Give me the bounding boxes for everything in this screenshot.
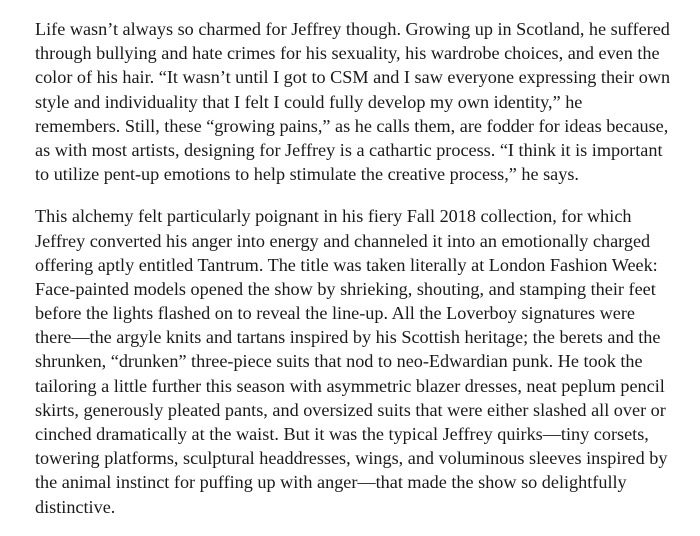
text-line: distinctive. <box>35 496 116 517</box>
text-line: cinched dramatically at the waist. But it was the typical Jeffrey quirks—tiny corsets, <box>35 424 649 444</box>
text-line: Jeffrey converted his anger into energy and channeled it into an emotionally charged <box>35 230 651 251</box>
text-line: tailoring a little further this season with asymmetric blazer dresses, neat peplum pencil <box>35 375 665 396</box>
text-line: This alchemy felt particularly poignant in his fiery Fall 2018 collection, for which <box>35 206 632 227</box>
text-line: towering platforms, sculptural headdresses, wings, and voluminous sleeves inspired by <box>35 448 668 469</box>
text-line: shrunken, “drunken” three-piece suits that nod to neo-Edwardian punk. He took the <box>35 351 643 372</box>
text-line: color of his hair. “It wasn’t until I got to CSM and I saw everyone expressing their own <box>35 67 671 88</box>
text-line: Face-painted models opened the show by shrieking, shouting, and stamping their feet <box>35 278 656 299</box>
text-line: to utilize pent-up emotions to help stimulate the creative process,” he says. <box>35 164 579 185</box>
text-line: Life wasn’t always so charmed for Jeffrey though. Growing up in Scotland, he suffered <box>35 19 670 39</box>
text-line: style and individuality that I felt I could fully develop my own identity,” he <box>35 91 583 112</box>
text-line: through bullying and hate crimes for his sexuality, his wardrobe choices, and even the <box>35 43 660 64</box>
text-line: as with most artists, designing for Jeffrey is a cathartic process. “I think it is important <box>35 139 663 160</box>
text-line: remembers. Still, these “growing pains,” as he calls them, are fodder for ideas because, <box>35 115 669 136</box>
text-line: the animal instinct for puffing up with anger—that made the show so delightfully <box>35 472 627 493</box>
paragraph-2 <box>35 204 690 518</box>
text-line: before the lights flashed on to reveal the line-up. All the Loverboy signatures were <box>35 303 636 324</box>
text-line: there—the argyle knits and tartans inspired by his Scottish heritage; the berets and the <box>35 327 661 348</box>
article-body <box>35 17 690 519</box>
paragraph-1 <box>35 17 690 186</box>
text-line: offering aptly entitled Tantrum. The title was taken literally at London Fashion Week: <box>35 254 658 275</box>
text-line: skirts, generously pleated pants, and oversized suits that were either slashed all over or <box>35 399 666 420</box>
